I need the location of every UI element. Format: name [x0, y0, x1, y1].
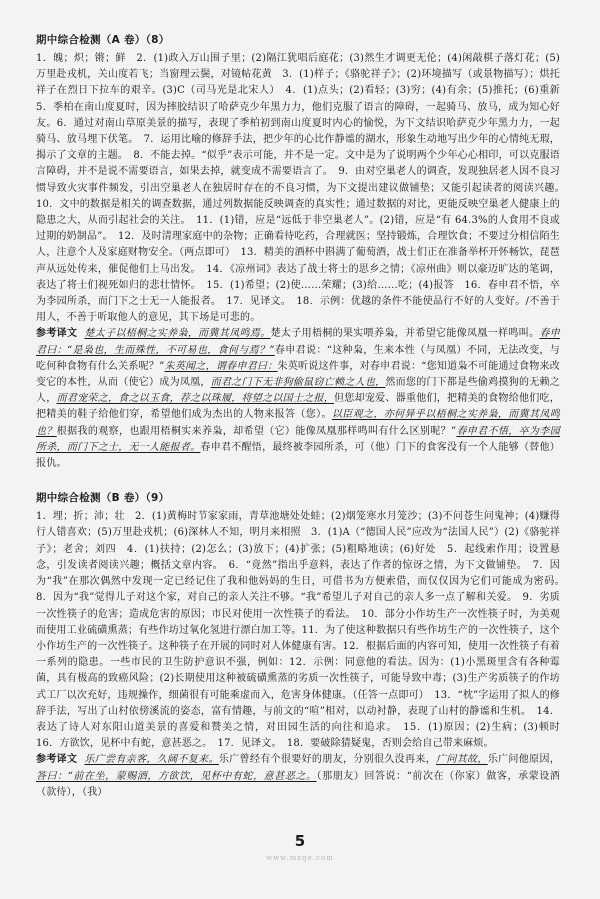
- section-a-translation-text: 但您却宠爱、器重他们，把精美的食物给他们吃，把精美的鞋子给他们穿，希望他们成为杰出的人物来报答（您）。: [36, 393, 561, 421]
- section-a-ref-label: 参考译文: [36, 328, 78, 340]
- section-b-translation-text: 乐广曾经有个很要好的朋友，分别很久没再来，: [218, 754, 437, 766]
- section-b-title: 期中综合检测（B 卷）（9）: [36, 492, 170, 505]
- section-a-translation-text: 楚太子用梧桐的果实喂养枭，并希望它能像凤凰一样鸣叫。: [270, 328, 540, 340]
- section-a-original-text: 春申君曰：“是枭也，生而殊性，不可易也，食何与焉？”: [36, 328, 560, 356]
- section-a-translation-text: 然而您的门下都是些偷鸡摸狗的无赖之人，: [36, 377, 560, 405]
- section-b-reference-translation: [36, 752, 560, 801]
- section-a-translation-text: 春申君说：“这种枭，生来本性（与凤凰）不同，无法改变，与吃何种食物有什么关系呢？”: [36, 344, 560, 372]
- section-a-translation-text: 春申君不醒悟，最终被李园所杀，可（他）门下的食客没有一个人能够（替他）报仇。: [36, 441, 561, 470]
- section-a-translation-text: 朱英听说这件事，对春申君说：“您知道枭不可能通过食物来改变它的本性，从而（使它）成为凤凰，: [36, 360, 561, 389]
- section-a-reference-translation: [36, 326, 560, 472]
- section-a-original-text: 楚太子以梧桐之实养枭，而冀其凤鸣焉。: [84, 328, 271, 340]
- section-a-original-text: 而君宠荣之，食之以玉食，荐之以珠履，将望之以国士之报，: [56, 393, 335, 405]
- section-a-original-text: 春申君不悟，卒为李园所杀，而门下之士，无一人能报者。: [36, 425, 561, 453]
- section-a-original-text: 朱英闻之，谓春申君曰：: [164, 360, 278, 372]
- section-a: [36, 32, 571, 472]
- section-a-ref-body: [36, 328, 560, 469]
- page-number: 5: [294, 832, 306, 850]
- section-b: [36, 490, 571, 801]
- section-a-original-text: 而君之门下无非狗偷鼠窃亡赖之人也，: [210, 377, 386, 389]
- section-b-translation-text: （那朋友）回答说：“前次在（你家）做客，承蒙设酒（款待），（我）: [36, 770, 560, 798]
- section-b-original-text: 答曰：“前在坐，蒙赐酒，方欲饮，见杯中有蛇，意甚恶之。: [36, 770, 317, 782]
- section-a-answers: 1．魄；炽；锵；鲜 2．(1)政入万山围子里；(2)隔江犹唱后庭花；(3)然生才调更无伦；(4)闲敲棋子落灯花；(5)万里赴戎机，关山度若飞；当窗理云鬓，对镜帖花黄 3．(1)样子；《骆驼祥子》；(2)环境描写（或景物描写）；烘托祥子在烈日下拉车的艰辛。(3)C（司马光是北宋人） 4．(1)点头；(2)看轻；(3)穷；(4)有余；(5)推托；(6)重新 5．季柏在南山度夏时，因为摔胶结识了哈萨克少年黑力力，他们克服了语言的障碍，一起骑马、放马，成为知心好友。6．通过对南山草原美景的描写，表现了季柏初到南山度夏时内心的愉悦，为下文结识哈萨克少年黑力力，一起骑马、放马埋下伏笔。 7．运用比喻的修辞手法，把少年的心比作静谧的湖水，形象生动地写出少年的心情纯无瑕，揭示了文章的主题。 8．不能去掉。“似乎”表示可能，并不是一定。文中是为了说明两个少年心心相印，可以克服语言障碍，并不是说不需要语言，如果去掉，就变成不需要语言了。 9．由对空巢老人的调查，发现独居老人因不良习惯导致火灾事件频发，引出空巢老人在独居时存在的不良习惯，为下文提出建议做铺垫；又能引起读者的阅读兴趣。 10．文中的数据是相关的调查数据，通过列数据能反映调查的真实性；通过数据的对比，更能反映空巢老人健康上的隐患之大，从而引起社会的关注。 11．(1)错，应是“远低于非空巢老人”。(2)错，应是“有 64.3%的人食用不良或过期的奶制品”。 12．及时清理家庭中的杂物；正确看待吃药，合理就医；坚持锻炼，合理饮食；不要过分相信陌生人，注意个人及家庭财物安全。（两点即可） 13．精美的酒杯中斟满了葡萄酒，战士们正在准备举杯开怀畅饮，琵琶声从远处传来，催促他们上马出发。 14．《凉州词》表达了战士将士的思乡之情；《凉州曲》则以豪迈旷达的笔调，表达了将士们视死如归的悲壮情怀。 15．(1)希望；(2)使……荣耀；(3)给……吃；(4)报答 16．春申君不悟，卒为李园所杀，而门下之士无一人能报者。 17．见译文。 18．示例：优越的条件不能使品行不好的人变好。/不善于用人，不善于听取他人的意见，其下场是可悲的。: [36, 53, 571, 324]
- section-a-title: 期中综合检测（A 卷）（8）: [36, 34, 170, 46]
- section-b-translation-text: 乐广问他原因，: [487, 754, 560, 766]
- section-b-answers: 1．埋；折；沛；壮 2．(1)黄梅时节家家雨，青草池塘处处蛙；(2)烟笼寒水月笼沙；(3)不问苍生问鬼神；(4)赚得行人错喜欢；(5)万里赴戎机；(6)深林人不知，明月来相照 3．(1)A（“德国人民”应改为“法国人民”）(2)《骆驼祥子》；老舍；刘四 4．(1)扶持；(2)怎么；(3)放下；(4)扩张；(5)粗略地读；(6)好处 5．起线索作用；设置悬念，引发读者阅读兴趣；概括文章内容。 6．“竟然”指出乎意料，表达了作者的惊讶之情，为下文做铺垫。 7．因为“我”在那次偶然中发现一定已经记住了我和他妈妈的生日，可借书为方便索借，而仅仅因为它们可能成为密码。 8．因为“我”觉得儿子对这个家，对自己的亲人关注不够。“我”希望儿子对自己的亲人多一点了解和关爱。 9．劣质一次性筷子的危害；造成危害的原因；市民对使用一次性筷子的看法。 10．部分小作坊生产一次性筷子时，为美观而使用工业硫磺熏蒸；有些作坊过氧化氢进行漂白加工等。11．为了使这种数据只有些作坊生产的一次性筷子，这个小作坊生产的一次性筷子。这种筷子在开展的同时对人体健康有害。12．根据后面的内容可知，使用一次性筷子有着一系列的隐患。一些市民的卫生防护意识不强，例如：12．示例：同意他的看法。因为：(1)小黑斑里含有各种霉菌，具有极高的致癌风险；(2)长期使用这种被硫磺熏蒸的劣质一次性筷子，可能导致中毒；(3)生产劣质筷子的作坊式工厂以次充好，违规操作，细菌很有可能乘虚而入，危害身体健康。（任答一点即可） 13．“枕”字运用了拟人的修辞手法，写出了山村依傍溪流的姿态，富有情趣，与前文的“喧”相对，以动衬静，表现了山村的静谧和生机。 14．表达了诗人对东阳山道美景的喜爱和赞美之情，对田园生活的向往和追求。 15．(1)原因；(2)生病；(3)顿时 16．方欲饮，见杯中有蛇，意甚恶之。 17．见译文。 18．要破除猜疑鬼，否则会给自己带来麻烦。: [36, 511, 571, 750]
- watermark-stamp: www.mxqe.com: [266, 854, 334, 862]
- section-a-original-text: 以臣观之，亦何异乎以梧桐之实养枭，而冀其凤鸣也？: [36, 409, 560, 437]
- section-b-original-text: 乐广尝有亲客，久阔不复来。: [84, 754, 219, 766]
- section-b-ref-label: 参考译文: [36, 754, 78, 766]
- section-a-translation-text: 根据我的观察，也跟用梧桐实来养枭，却希望（它）能像凤凰那样鸣叫有什么区别呢？”: [56, 425, 457, 437]
- section-b-original-text: 广问其故，: [436, 754, 488, 766]
- section-b-ref-body: [36, 754, 560, 797]
